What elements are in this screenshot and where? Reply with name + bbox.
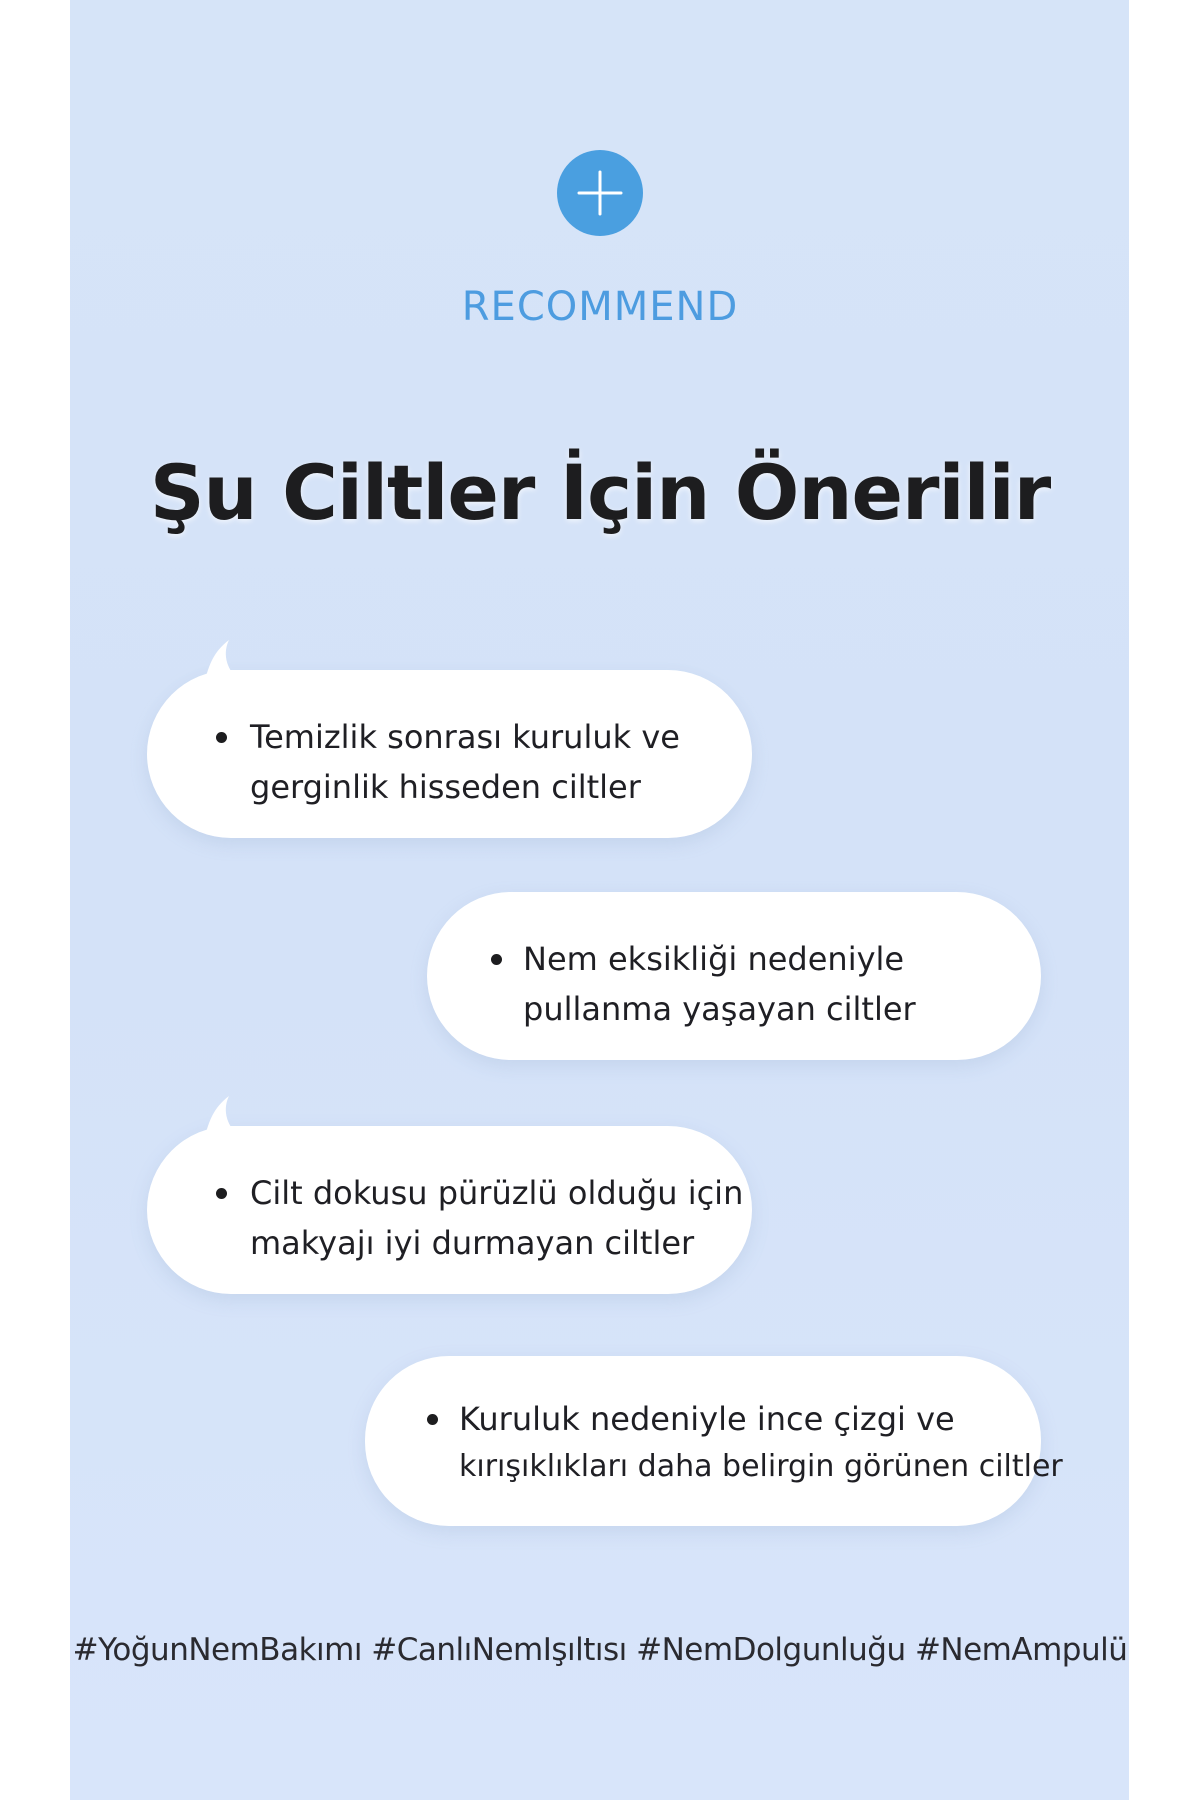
recommendation-text-line2: makyajı iyi durmayan ciltler bbox=[250, 1224, 695, 1262]
speech-tail bbox=[199, 1096, 239, 1136]
recommendation-text-line1: Temizlik sonrası kuruluk ve bbox=[250, 718, 680, 756]
recommendation-text-line1: Nem eksikliği nedeniyle bbox=[523, 940, 905, 978]
speech-tail bbox=[199, 640, 239, 680]
hashtag-list: #YoğunNemBakımı #CanlıNemIşıltısı #NemDolgunluğu #NemAmpulü bbox=[72, 1632, 1128, 1668]
bullet-dot bbox=[216, 1188, 227, 1199]
bullet-dot bbox=[491, 954, 502, 965]
recommendation-bubble bbox=[427, 892, 1041, 1060]
section-eyebrow: RECOMMEND bbox=[461, 284, 739, 330]
page-title: Şu Ciltler İçin Önerilir bbox=[149, 448, 1051, 537]
recommendation-text-line2: kırışıklıkları daha belirgin görünen ciltler bbox=[459, 1449, 1063, 1484]
bullet-dot bbox=[427, 1414, 438, 1425]
recommendation-text-line2: gerginlik hisseden ciltler bbox=[250, 768, 641, 806]
bullet-dot bbox=[216, 732, 227, 743]
recommendation-bubble bbox=[365, 1356, 1063, 1526]
plus-icon bbox=[557, 150, 643, 236]
recommendation-bubble bbox=[147, 1126, 752, 1294]
recommendation-text-line1: Cilt dokusu pürüzlü olduğu için bbox=[250, 1174, 744, 1212]
recommendation-text-line2: pullanma yaşayan ciltler bbox=[523, 990, 916, 1028]
recommendation-text-line1: Kuruluk nedeniyle ince çizgi ve bbox=[459, 1400, 955, 1438]
recommendation-bubble bbox=[147, 670, 752, 838]
